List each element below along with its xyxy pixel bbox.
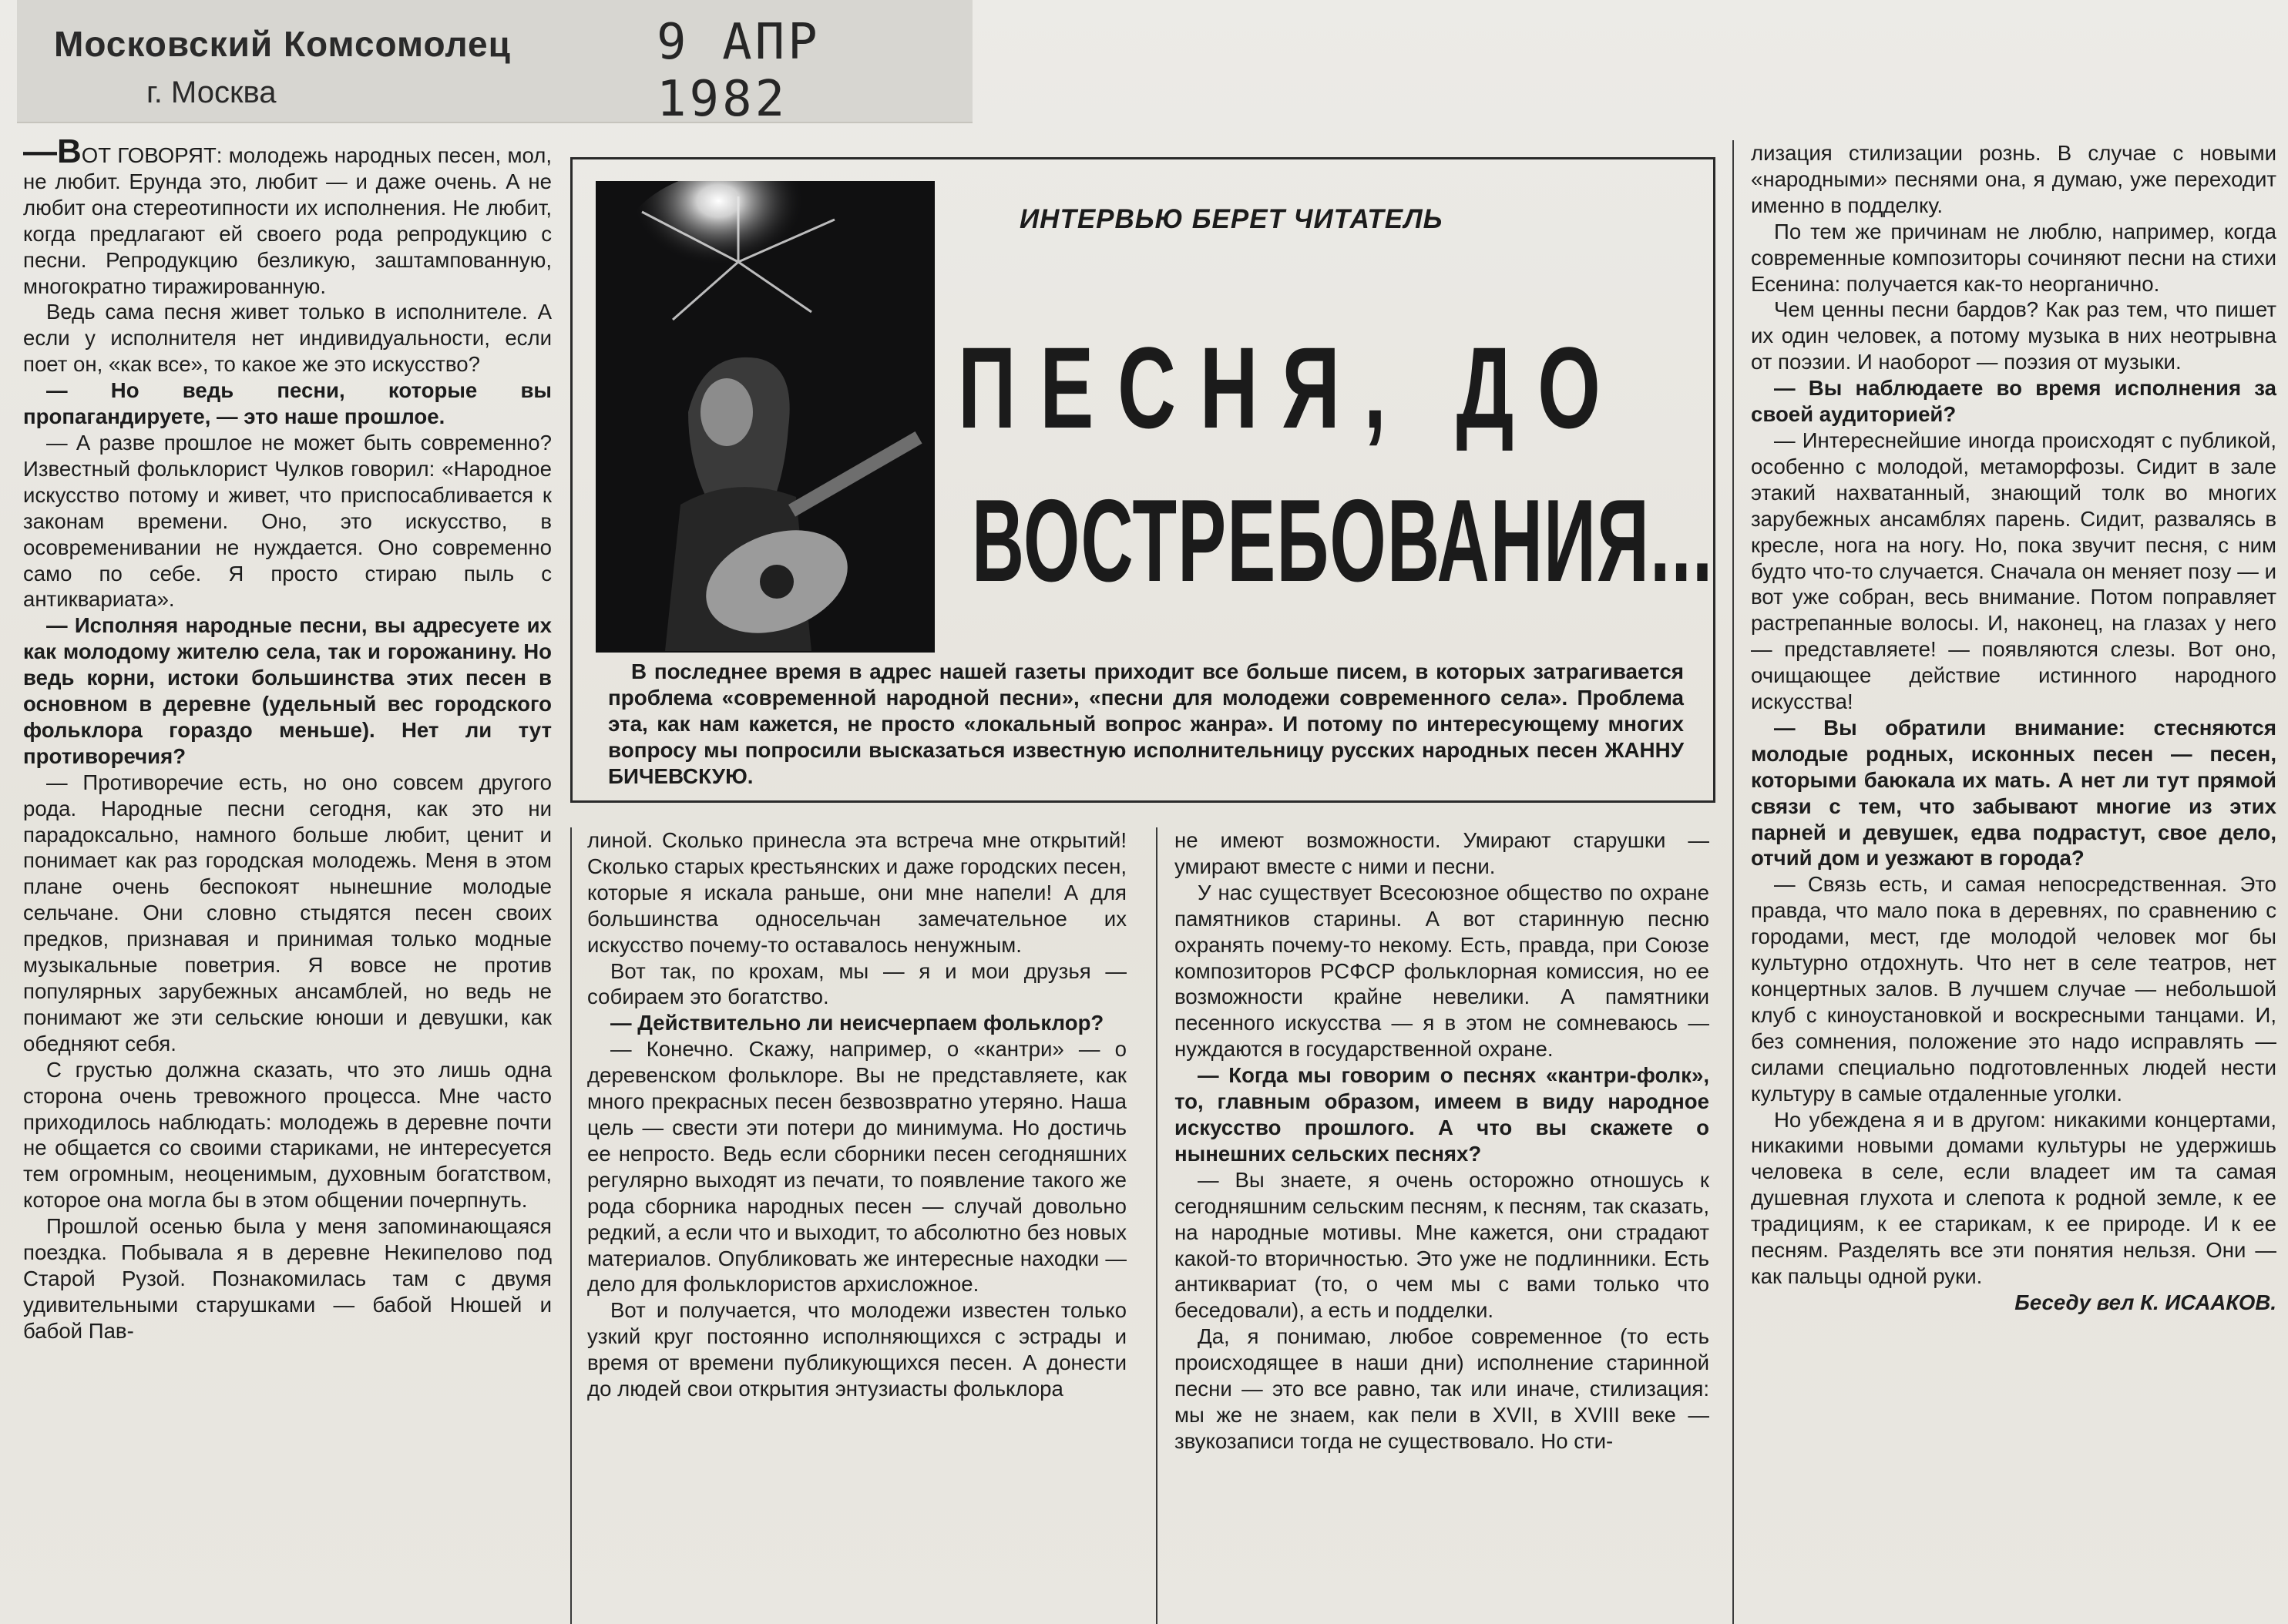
headline-line-2: ВОСТРЕБОВАНИЯ... xyxy=(972,475,1714,606)
paragraph: лизация стилизации рознь. В случае с новыми «народными» песнями она, я думаю, уже переходит именно в подделку. xyxy=(1751,141,2276,217)
paragraph: Вот так, по крохам, мы — я и мои друзья — собираем это богатство. xyxy=(587,958,1127,1009)
article-column-3 xyxy=(1174,827,1709,1455)
article-column-1 xyxy=(23,133,552,1344)
column-divider xyxy=(1156,827,1157,1624)
question: — Действительно ли неисчерпаем фольклор? xyxy=(610,1011,1104,1035)
clipping-label xyxy=(17,0,973,128)
paragraph: У нас существует Всесоюзное общество по охране памятников старины. А вот старинную песню охранять почему-то некому. Есть, правда, при Союзе композиторов РСФСР фольклорная комиссия, но ее возможности крайне невелики. А памятники песенного искусства — я в этом не сомневаюсь — нуждаются в государственной охране. xyxy=(1174,880,1709,1062)
paragraph-text: ОТ ГОВОРЯТ: молодежь народных песен, мол, не любит. Ерунда это, любит — и даже очень. А не любит она стереотипности их исполнения. Не любит, когда предлагают ей своего рода репродукцию с песни. Репродукцию безликую, заштампованную, многократно тиражированную. xyxy=(23,143,552,298)
paragraph: — Интереснейшие иногда происходят с публикой, особенно с молодой, метаморфозы. Сидит в зале этакий нахватанный, знающий толк во многих зарубежных ансамблях парень. Сидит, развалясь в кресле, нога на ногу. Но, пока звучит песня, с ним будто что-то случается. Сначала он меняет позу — и вот уже собран, весь внимание. Потом поправляет растрепанные волосы. И, наконец, на глазах у него — представляете! — появляются слезы. Вот оно, очищающее действие истинного народного искусства! xyxy=(1751,428,2276,714)
singer-with-guitar-icon xyxy=(596,181,935,653)
author-signature: Беседу вел К. ИСААКОВ. xyxy=(2014,1290,2276,1314)
paragraph: — Конечно. Скажу, например, о «кантри» — о деревенском фольклоре. Вы не представляете, как много прекрасных песен безвозвратно утеряно. Наша цель — свести эти потери до минимума. Но достичь ее непросто. Ведь если сборники песен сегодняшних регулярно выходят из печати, то появление такого же рода сборника народных песен — случай довольно редкий, а если что и выходит, то абсолютно без новых материалов. Опубликовать же интересные находки — дело для фольклористов архисложное. xyxy=(587,1037,1127,1297)
newspaper-city: г. Москва xyxy=(146,75,277,109)
paragraph: линой. Сколько принесла эта встреча мне открытий! Сколько старых крестьянских и даже городских песен, которые я искала раньше, они мне напели! А для большинства односельчан замечательное их искусство почему-то оставалось ненужным. xyxy=(587,828,1127,957)
singer-photo xyxy=(596,181,935,653)
column-divider xyxy=(570,827,572,1624)
paragraph: не имеют возможности. Умирают старушки — умирают вместе с ними и песни. xyxy=(1174,828,1709,878)
article-column-4 xyxy=(1751,140,2276,1316)
paragraph: — Вы знаете, я очень осторожно отношусь к сегодняшним сельским песням, к песням, так сказать, на народные мотивы. Мне кажется, они страдают какой-то вторичностью. Это уже не подлинники. Есть антиквариат (то, о чем мы с вами только что беседовали), а есть и подделки. xyxy=(1174,1167,1709,1323)
paragraph: Но убеждена я и в другом: никакими концертами, никакими новыми домами культуры не удержишь человека в селе, если владеет им та самая душевная глухота и слепота к родной земле, к ее традициям, к ее старикам, к ее природе. И к ее песням. Разделять все эти понятия нельзя. Они — как пальцы одной руки. xyxy=(1751,1107,2276,1288)
paragraph: — А разве прошлое не может быть современно? Известный фольклорист Чулков говорил: «Народное искусство потому и живет, что приспосабливается к законам времени. Оно, это искусство, в осовременивании не нуждается. Оно современно само по себе. Я просто стираю пыль с антиквариата». xyxy=(23,430,552,612)
question: — Но ведь песни, которые вы пропагандируете, — это наше прошлое. xyxy=(23,378,552,429)
column-divider xyxy=(1732,140,1734,1624)
article-column-2 xyxy=(587,827,1127,1402)
paragraph: — Связь есть, и самая непосредственная. Это правда, что мало пока в деревнях, по сравнению с городами, мест, где молодой человек мог бы культурно отдохнуть. Что нет в селе театров, нет концертных залов. В лучшем случае — небольшой клуб с киноустановкой и воскресными танцами. И, без сомнения, положение это надо исправлять — силами специально подготовленных людей нести культуру в самые отдаленные уголки. xyxy=(1751,872,2276,1106)
question: — Исполняя народные песни, вы адресуете их как молодому жителю села, так и горожанину. Но ведь корни, истоки большинства этих песен в основном в деревне (удельный вес городского фольклора гораздо меньше). Нет ли тут противоречия? xyxy=(23,613,552,768)
paragraph xyxy=(23,133,552,299)
headline-line-1: ПЕСНЯ, ДО xyxy=(958,323,1624,452)
clipping-date-stamp: 9 АПР 1982 xyxy=(657,14,821,128)
newspaper-name: Московский Комсомолец xyxy=(54,24,511,64)
paragraph: Вот и получается, что молодежи известен только узкий круг постоянно исполняющихся с эстрады и время от времени публикующихся песен. А донести до людей свои открытия энтузиасты фольклора xyxy=(587,1298,1127,1401)
drop-cap: —В xyxy=(23,133,82,170)
question: — Когда мы говорим о песнях «кантри-фолк», то, главным образом, имеем в виду народное искусство прошлого. А что вы скажете о нынешних сельских песнях? xyxy=(1174,1063,1709,1166)
lead-paragraph: В последнее время в адрес нашей газеты приходит все больше писем, в которых затрагивается проблема «современной народной песни», «песни для молодежи современного села». Проблема эта, как нам кажется, не просто «локальный вопрос жанра». И потому по интересующему многих вопросу мы попросили высказаться известную исполнительницу русских народных песен ЖАННУ БИЧЕВСКУЮ. xyxy=(608,659,1684,788)
paragraph: Да, я понимаю, любое современное (то есть происходящее в наши дни) исполнение старинной песни — это все равно, так или иначе, стилизация: мы же не знаем, как пели в XVII, в XVIII веке — звукозаписи тогда не существовало. Но сти- xyxy=(1174,1324,1709,1453)
question: — Вы наблюдаете во время исполнения за своей аудиторией? xyxy=(1751,376,2276,427)
paragraph: По тем же причинам не люблю, например, когда современные композиторы сочиняют песни на стихи Есенина: получается как-то неорганично. xyxy=(1751,219,2276,296)
rubric-kicker: ИНТЕРВЬЮ БЕРЕТ ЧИТАТЕЛЬ xyxy=(1020,204,1443,234)
paragraph: С грустью должна сказать, что это лишь одна сторона очень тревожного процесса. Мне часто приходилось наблюдать: молодежь в деревне почти не общается со своими стариками, не интересуется тем огромным, неоценимым, духовным богатством, которое она могла бы в этом общении почерпнуть. xyxy=(23,1057,552,1213)
paragraph: — Противоречие есть, но оно совсем другого рода. Народные песни сегодня, как это ни парадоксально, намного больше любит, ценит и понимает как раз городская молодежь. Меня в этом плане очень беспокоят нынешние молодые сельчане. Они словно стыдятся песен своих предков, признавая и принимая только модные музыкальные поветрия. Я вовсе не против популярных зарубежных ансамблей, но ведь не понимают же эти сельские юноши и девушки, как обедняют себя. xyxy=(23,770,552,1055)
headline-box xyxy=(570,157,1715,803)
paragraph: Прошлой осенью была у меня запоминающаяся поездка. Побывала я в деревне Некипелово под Старой Рузой. Познакомилась там с двумя удивительными старушками — бабой Нюшей и бабой Пав- xyxy=(23,1214,552,1343)
paragraph: Чем ценны песни бардов? Как раз тем, что пишет их один человек, а потому музыка в них неотрывна от поэзии. И наоборот — поэзия от музыки. xyxy=(1751,297,2276,374)
paragraph: Ведь сама песня живет только в исполнителе. А если у исполнителя нет индивидуальности, если поет он, «как все», то какое же это искусство? xyxy=(23,300,552,377)
question: — Вы обратили внимание: стесняются молодые родных, исконных песен — песен, которыми баюкала их мать. А нет ли тут прямой связи с тем, что забывают многие из этих парней и девушек, едва подрастут, свое дело, отчий дом и уезжают в города? xyxy=(1751,715,2276,871)
